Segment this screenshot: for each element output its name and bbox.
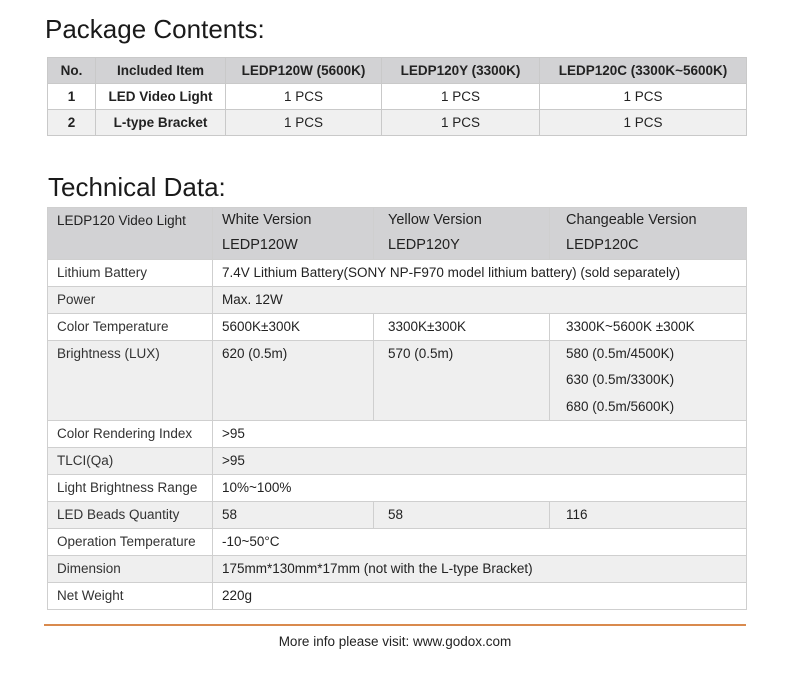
column-header: LEDP120W (5600K) (226, 58, 382, 84)
table-row (48, 528, 747, 555)
row-value: 7.4V Lithium Battery(SONY NP-F970 model lithium battery) (sold separately) (213, 260, 747, 287)
table-row (48, 555, 747, 582)
brightness-value: 630 (0.5m/3300K) (566, 372, 675, 388)
row-value: 3300K±300K (374, 314, 550, 341)
row-value: 570 (0.5m) (374, 341, 550, 421)
row-value: 620 (0.5m) (213, 341, 374, 421)
table-row (48, 314, 747, 341)
row-value: >95 (213, 420, 747, 447)
table-row (48, 420, 747, 447)
table-row (48, 341, 747, 421)
column-header: LEDP120Y (3300K) (382, 58, 540, 84)
package-contents-table (47, 57, 747, 136)
row-label: Color Temperature (48, 314, 213, 341)
row-value: -10~50°C (213, 528, 747, 555)
table-row (48, 474, 747, 501)
row-label: Dimension (48, 555, 213, 582)
header-version-title: Changeable Version (566, 212, 697, 228)
row-label: Operation Temperature (48, 528, 213, 555)
brightness-value: 580 (0.5m/4500K) (566, 346, 675, 361)
row-value: 58 (213, 501, 374, 528)
table-row (48, 501, 747, 528)
header-product: LEDP120 Video Light (57, 213, 186, 228)
row-label: LED Beads Quantity (48, 501, 213, 528)
table-row (48, 84, 747, 110)
row-value (550, 341, 747, 421)
table-row (48, 447, 747, 474)
row-label: Brightness (LUX) (48, 341, 213, 421)
header-model: LEDP120Y (388, 237, 460, 253)
technical-data-table (47, 207, 747, 610)
table-cell: 1 PCS (382, 84, 540, 110)
row-value: 3300K~5600K ±300K (550, 314, 747, 341)
package-contents-title: Package Contents: (45, 14, 265, 44)
row-value: 220g (213, 582, 747, 609)
header-model: LEDP120C (566, 237, 639, 253)
table-cell: 1 PCS (540, 84, 747, 110)
column-header (213, 208, 374, 260)
table-cell: 1 (48, 84, 96, 110)
table-cell: 1 PCS (226, 84, 382, 110)
table-cell: 1 PCS (226, 110, 382, 136)
table-cell: 1 PCS (382, 110, 540, 136)
row-label: Net Weight (48, 582, 213, 609)
brightness-value: 680 (0.5m/5600K) (566, 398, 675, 414)
table-header-row (48, 58, 747, 84)
row-value: 175mm*130mm*17mm (not with the L-type Bracket) (213, 555, 747, 582)
footer-divider (44, 624, 746, 626)
row-value: 116 (550, 501, 747, 528)
table-row (48, 110, 747, 136)
row-value: 58 (374, 501, 550, 528)
column-header: Included Item (96, 58, 226, 84)
row-label: TLCI(Qa) (48, 447, 213, 474)
column-header (374, 208, 550, 260)
row-value: >95 (213, 447, 747, 474)
table-cell: 2 (48, 110, 96, 136)
table-row (48, 287, 747, 314)
technical-data-title: Technical Data: (48, 172, 226, 202)
footer-link-text[interactable]: More info please visit: www.godox.com (278, 634, 512, 649)
column-header (48, 208, 213, 260)
header-version-title: White Version (222, 212, 312, 228)
column-header: LEDP120C (3300K~5600K) (540, 58, 747, 84)
row-value: 5600K±300K (213, 314, 374, 341)
table-header-row (48, 208, 747, 260)
column-header (550, 208, 747, 260)
row-label: Power (48, 287, 213, 314)
column-header: No. (48, 58, 96, 84)
row-label: Light Brightness Range (48, 474, 213, 501)
row-label: Lithium Battery (48, 260, 213, 287)
row-value: 10%~100% (213, 474, 747, 501)
row-value: Max. 12W (213, 287, 747, 314)
table-row (48, 582, 747, 609)
table-cell: LED Video Light (96, 84, 226, 110)
table-cell: 1 PCS (540, 110, 747, 136)
header-version-title: Yellow Version (388, 212, 482, 228)
table-cell: L-type Bracket (96, 110, 226, 136)
header-model: LEDP120W (222, 237, 298, 253)
row-label: Color Rendering Index (48, 420, 213, 447)
table-row (48, 260, 747, 287)
